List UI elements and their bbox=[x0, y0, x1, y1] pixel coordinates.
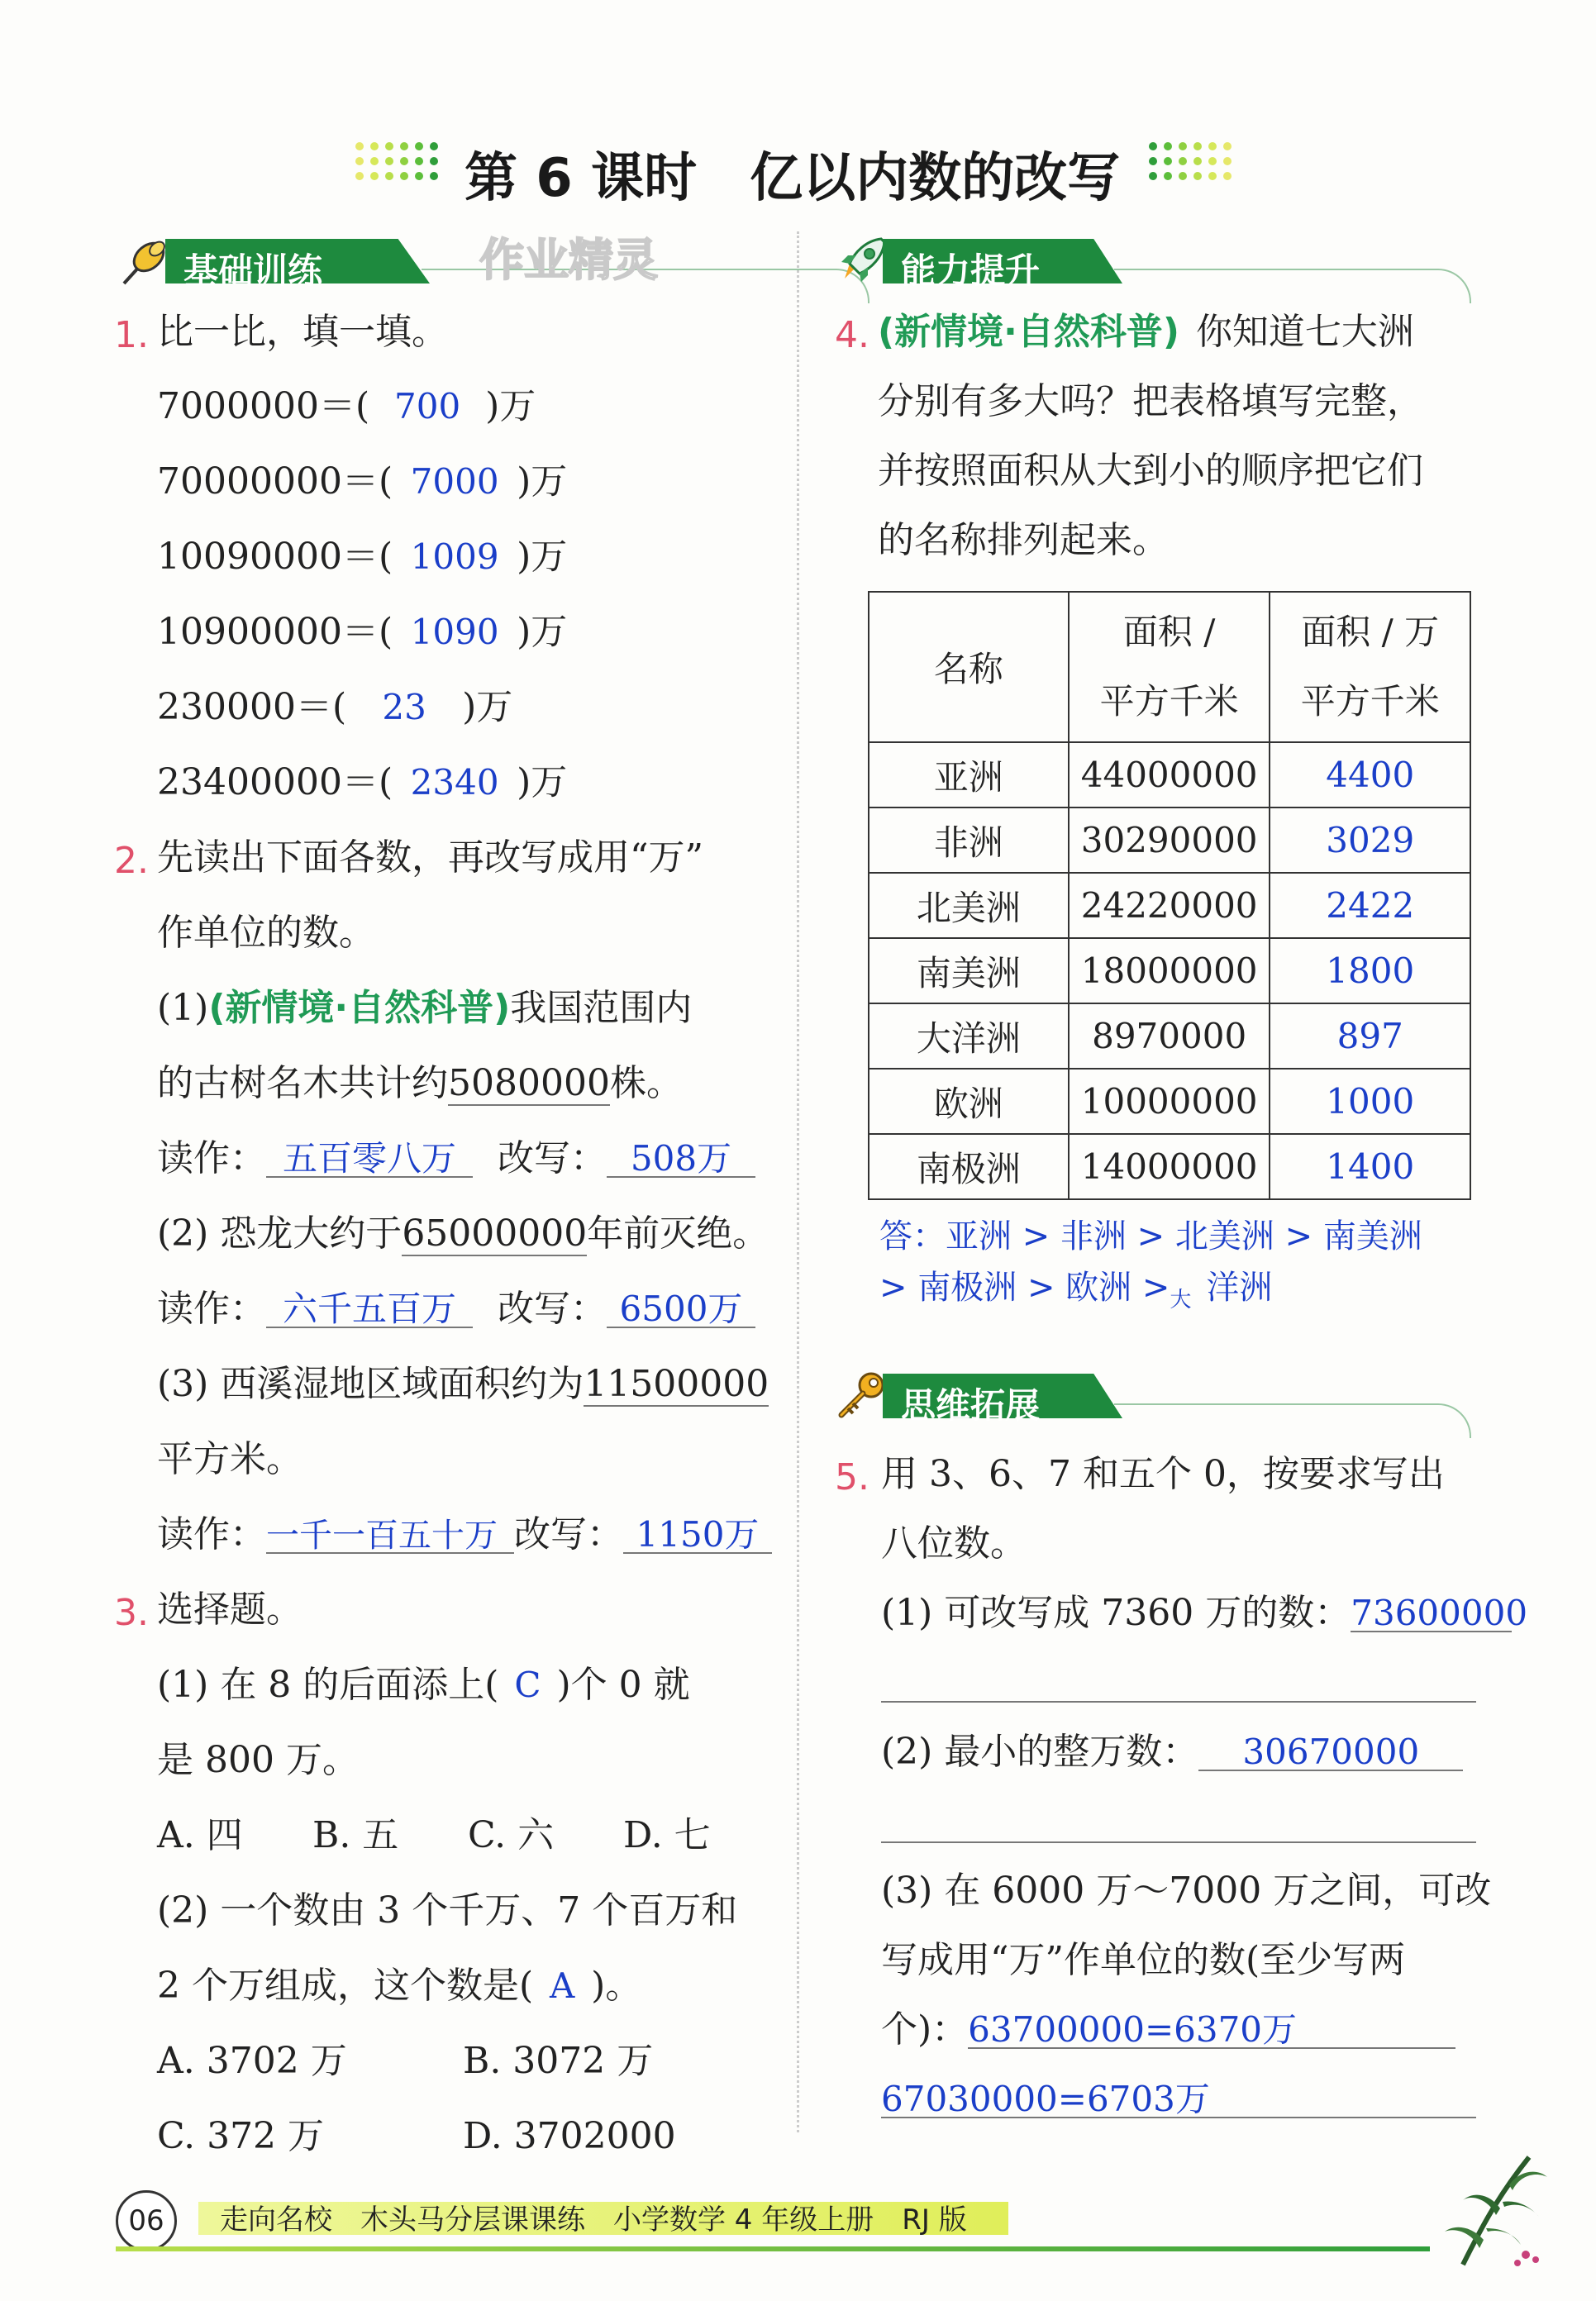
q4-tag: (新情境·自然科普) bbox=[878, 311, 1179, 353]
question-2-text-1: 先读出下面各数，再改写成用“万” bbox=[157, 836, 703, 879]
q1-line-6 bbox=[157, 761, 568, 803]
q5-line-2: 八位数。 bbox=[881, 1522, 1027, 1565]
table-cell-area: 10000000 bbox=[1069, 1069, 1270, 1134]
table-header-wan-line-1: 面积 / 万 bbox=[1301, 612, 1440, 652]
q1-unit-4: )万 bbox=[517, 611, 568, 653]
table-cell-area: 24220000 bbox=[1069, 873, 1270, 938]
q5-p2-blank-line bbox=[881, 1841, 1476, 1843]
pushpin-icon bbox=[116, 232, 174, 290]
q2-p3-answer-line bbox=[157, 1513, 772, 1555]
q2-p2-text-b: 年前灭绝。 bbox=[587, 1212, 769, 1255]
q5-p3-text-3: 个)： bbox=[881, 2008, 969, 2051]
q3-p2-option-d[interactable]: D. 3702000 bbox=[463, 2115, 676, 2157]
q5-p3-answer-2: 67030000=6703万 bbox=[881, 2082, 1476, 2118]
q3-p1-text-b: )个 0 就 bbox=[556, 1664, 690, 1706]
q2-p1-line-1 bbox=[157, 987, 693, 1029]
table-row bbox=[869, 742, 1470, 807]
q3-p2-option-b[interactable]: B. 3072 万 bbox=[463, 2040, 654, 2082]
q2-p1-read-label: 读作： bbox=[157, 1137, 266, 1179]
q1-line-2-left: 70000000＝( bbox=[157, 460, 393, 503]
column-divider bbox=[797, 231, 799, 2132]
q1-answer-3: 1009 bbox=[410, 536, 499, 577]
q4-line-4: 的名称排列起来。 bbox=[878, 519, 1169, 561]
footer-rule bbox=[116, 2246, 1430, 2251]
q1-answer-4: 1090 bbox=[410, 612, 499, 652]
q1-line-6-left: 23400000＝( bbox=[157, 761, 393, 803]
q2-p3-number: 11500000 bbox=[584, 1363, 769, 1405]
q1-answer-2: 7000 bbox=[410, 461, 499, 502]
q5-p1-blank-line bbox=[881, 1701, 1476, 1703]
footer-series-text: 走向名校 木头马分层课课练 小学数学 4 年级上册 RJ 版 bbox=[220, 2203, 967, 2237]
key-icon bbox=[833, 1367, 891, 1425]
q2-p1-text-2a: 的古树名木共计约 bbox=[157, 1062, 448, 1104]
q4-answer-2c: 洋洲 bbox=[1206, 1269, 1273, 1307]
table-header-wan-line-2: 平方千米 bbox=[1300, 681, 1440, 722]
q3-p2-line-1: (2) 一个数由 3 个千万、7 个百万和 bbox=[157, 1889, 738, 1932]
table-cell-area: 14000000 bbox=[1069, 1134, 1270, 1199]
table-header-row bbox=[869, 592, 1470, 742]
q2-p3-text-a: (3) 西溪湿地区域面积约为 bbox=[157, 1363, 584, 1405]
q3-p1-option-a[interactable]: A. 四 bbox=[157, 1814, 243, 1856]
table-cell-area: 44000000 bbox=[1069, 742, 1270, 807]
q2-p3-read-answer: 一千一百五十万 bbox=[266, 1519, 514, 1554]
q4-line-2: 分别有多大吗？把表格填写完整， bbox=[878, 380, 1423, 422]
table-header-wan bbox=[1270, 592, 1470, 742]
question-number-4: 4. bbox=[835, 314, 869, 356]
table-row bbox=[869, 807, 1470, 873]
q1-line-3-left: 10090000＝( bbox=[157, 536, 393, 578]
q1-line-3 bbox=[157, 536, 568, 578]
table-header-area-line-1: 面积 / bbox=[1122, 612, 1216, 652]
table-cell-area: 18000000 bbox=[1069, 938, 1270, 1003]
question-2-text-2: 作单位的数。 bbox=[157, 912, 375, 954]
q2-p1-write-label: 改写： bbox=[498, 1137, 607, 1179]
table-cell-area: 30290000 bbox=[1069, 807, 1270, 873]
rocket-icon bbox=[833, 232, 891, 290]
table-header-area bbox=[1069, 592, 1270, 742]
page-title: 第 6 课时 亿以内数的改写 bbox=[465, 148, 1121, 209]
q2-p1-answer-line bbox=[157, 1137, 755, 1179]
q1-line-1 bbox=[157, 385, 536, 427]
section-label-basic: 基础训练 bbox=[183, 250, 323, 291]
table-row bbox=[869, 1134, 1470, 1199]
footer-page-number: 06 bbox=[128, 2204, 164, 2237]
q3-p2-text-2b: )。 bbox=[591, 1965, 642, 2007]
q1-line-5 bbox=[157, 686, 513, 728]
table-cell-name: 北美洲 bbox=[869, 873, 1069, 938]
q4-answer-line-2 bbox=[879, 1261, 1272, 1313]
q4-answer-line-1: 答：亚洲 > 非洲 > 北美洲 > 南美洲 bbox=[879, 1217, 1422, 1255]
q2-p2-line bbox=[157, 1212, 769, 1255]
q1-unit-3: )万 bbox=[517, 536, 568, 578]
q1-line-2 bbox=[157, 460, 568, 503]
continents-table bbox=[868, 591, 1471, 1200]
footer-page-number-badge bbox=[116, 2190, 177, 2251]
q3-p2-text-2a: 2 个万组成，这个数是( bbox=[157, 1965, 534, 2007]
q1-line-4 bbox=[157, 611, 568, 653]
question-number-5: 5. bbox=[835, 1456, 869, 1498]
section-header-basic bbox=[116, 236, 446, 291]
question-3-text: 选择题。 bbox=[157, 1589, 303, 1631]
q1-answer-1: 700 bbox=[394, 386, 461, 426]
question-number-1: 1. bbox=[114, 314, 149, 356]
q2-p2-write-answer: 6500万 bbox=[607, 1292, 755, 1328]
q2-p1-number: 5080000 bbox=[448, 1062, 610, 1104]
question-1-text: 比一比，填一填。 bbox=[157, 311, 448, 353]
q5-line-1: 用 3、6、7 和五个 0，按要求写出 bbox=[881, 1453, 1445, 1495]
table-row bbox=[869, 938, 1470, 1003]
q5-p3-line-3 bbox=[881, 2008, 1455, 2051]
q5-p2-text: (2) 最小的整万数： bbox=[881, 1731, 1199, 1773]
table-header-area-line-2: 平方千米 bbox=[1099, 681, 1239, 722]
table-cell-name: 欧洲 bbox=[869, 1069, 1069, 1134]
table-cell-name: 非洲 bbox=[869, 807, 1069, 873]
q5-p3-answer-1: 63700000=6370万 bbox=[968, 2013, 1455, 2049]
q3-p1-option-d[interactable]: D. 七 bbox=[623, 1814, 711, 1856]
q3-p2-option-a[interactable]: A. 3702 万 bbox=[157, 2040, 347, 2082]
q2-p1-prefix: (1) bbox=[157, 987, 209, 1029]
q4-line-1 bbox=[878, 311, 1414, 353]
q2-p3-line-1 bbox=[157, 1363, 769, 1405]
q2-p2-read-answer: 六千五百万 bbox=[266, 1292, 473, 1328]
q2-p1-read-answer: 五百零八万 bbox=[266, 1141, 473, 1178]
q3-p2-line-2 bbox=[157, 1965, 642, 2007]
q1-answer-6: 2340 bbox=[410, 762, 499, 803]
table-cell-name: 南美洲 bbox=[869, 938, 1069, 1003]
q1-line-1-left: 7000000＝( bbox=[157, 385, 370, 427]
question-number-3: 3. bbox=[114, 1592, 149, 1634]
q3-p1-line-1 bbox=[157, 1664, 690, 1706]
q5-p1-answer: 73600000 bbox=[1351, 1593, 1528, 1633]
q3-p2-answer: A bbox=[549, 1965, 575, 2006]
q1-line-4-left: 10900000＝( bbox=[157, 611, 393, 653]
q1-unit-2: )万 bbox=[517, 460, 568, 503]
q3-p1-answer: C bbox=[514, 1665, 541, 1705]
q2-p2-answer-line bbox=[157, 1288, 755, 1330]
section-label-ability: 能力提升 bbox=[901, 250, 1041, 291]
q2-p3-read-label: 读作： bbox=[157, 1513, 266, 1555]
q3-p1-option-b[interactable]: B. 五 bbox=[312, 1814, 399, 1856]
q1-unit-1: )万 bbox=[485, 385, 536, 427]
watermark: 作业精灵 bbox=[479, 234, 658, 286]
table-cell-wan: 897 bbox=[1270, 1003, 1470, 1069]
q1-answer-5: 23 bbox=[382, 687, 426, 727]
q2-p2-read-label: 读作： bbox=[157, 1288, 266, 1330]
title-dots-left bbox=[355, 142, 438, 180]
table-cell-wan: 1400 bbox=[1270, 1134, 1470, 1199]
table-cell-wan: 1800 bbox=[1270, 938, 1470, 1003]
table-cell-name: 亚洲 bbox=[869, 742, 1069, 807]
table-cell-wan: 4400 bbox=[1270, 742, 1470, 807]
q2-p3-write-label: 改写： bbox=[514, 1513, 623, 1555]
q4-text-1: 你知道七大洲 bbox=[1195, 311, 1414, 353]
table-row bbox=[869, 873, 1470, 938]
q5-p2-answer: 30670000 bbox=[1198, 1735, 1463, 1771]
q5-p3-line-1: (3) 在 6000 万～7000 万之间，可改 bbox=[881, 1870, 1492, 1912]
section-label-thinking: 思维拓展 bbox=[901, 1385, 1041, 1426]
q2-p2-write-label: 改写： bbox=[498, 1288, 607, 1330]
q4-answer-2b: 大 bbox=[1170, 1288, 1192, 1312]
q2-p1-text-2b: 株。 bbox=[609, 1062, 683, 1104]
q3-p1-option-c[interactable]: C. 六 bbox=[468, 1814, 555, 1856]
q4-answer-2a: > 南极洲 > 欧洲 > bbox=[879, 1269, 1170, 1307]
question-number-2: 2. bbox=[114, 840, 149, 882]
q5-p1-line bbox=[881, 1592, 1528, 1634]
q5-p3-line-4 bbox=[881, 2081, 1476, 2118]
q3-p1-text-a: (1) 在 8 的后面添上( bbox=[157, 1664, 499, 1706]
table-cell-wan: 2422 bbox=[1270, 873, 1470, 938]
bamboo-illustration bbox=[1438, 2149, 1554, 2273]
table-cell-name: 南极洲 bbox=[869, 1134, 1069, 1199]
table-row bbox=[869, 1003, 1470, 1069]
table-cell-wan: 1000 bbox=[1270, 1069, 1470, 1134]
q1-unit-5: )万 bbox=[462, 686, 513, 728]
table-cell-wan: 3029 bbox=[1270, 807, 1470, 873]
title-dots-right bbox=[1149, 142, 1232, 180]
table-row bbox=[869, 1069, 1470, 1134]
q2-p2-text-a: (2) 恐龙大约于 bbox=[157, 1212, 403, 1255]
q1-line-5-left: 230000＝( bbox=[157, 686, 347, 728]
q2-p1-line-2 bbox=[157, 1062, 683, 1104]
q2-p2-number: 65000000 bbox=[402, 1212, 588, 1255]
q5-p2-line bbox=[881, 1731, 1463, 1773]
q5-p1-text: (1) 可改写成 7360 万的数： bbox=[881, 1592, 1351, 1634]
table-cell-area: 8970000 bbox=[1069, 1003, 1270, 1069]
q1-unit-6: )万 bbox=[517, 761, 568, 803]
q2-p3-write-answer: 1150万 bbox=[623, 1517, 772, 1554]
q5-p3-line-2: 写成用“万”作单位的数(至少写两 bbox=[881, 1939, 1406, 1981]
q3-p1-line-2: 是 800 万。 bbox=[157, 1739, 359, 1781]
table-header-name: 名称 bbox=[869, 592, 1069, 742]
q4-line-3: 并按照面积从大到小的顺序把它们 bbox=[878, 450, 1423, 492]
q2-p1-text-1: 我国范围内 bbox=[510, 987, 693, 1029]
q2-p3-line-2: 平方米。 bbox=[157, 1438, 303, 1480]
table-cell-name: 大洋洲 bbox=[869, 1003, 1069, 1069]
q3-p2-option-c[interactable]: C. 372 万 bbox=[157, 2115, 325, 2157]
q2-p1-write-answer: 508万 bbox=[607, 1141, 755, 1178]
q2-p1-tag: (新情境·自然科普) bbox=[208, 987, 511, 1029]
